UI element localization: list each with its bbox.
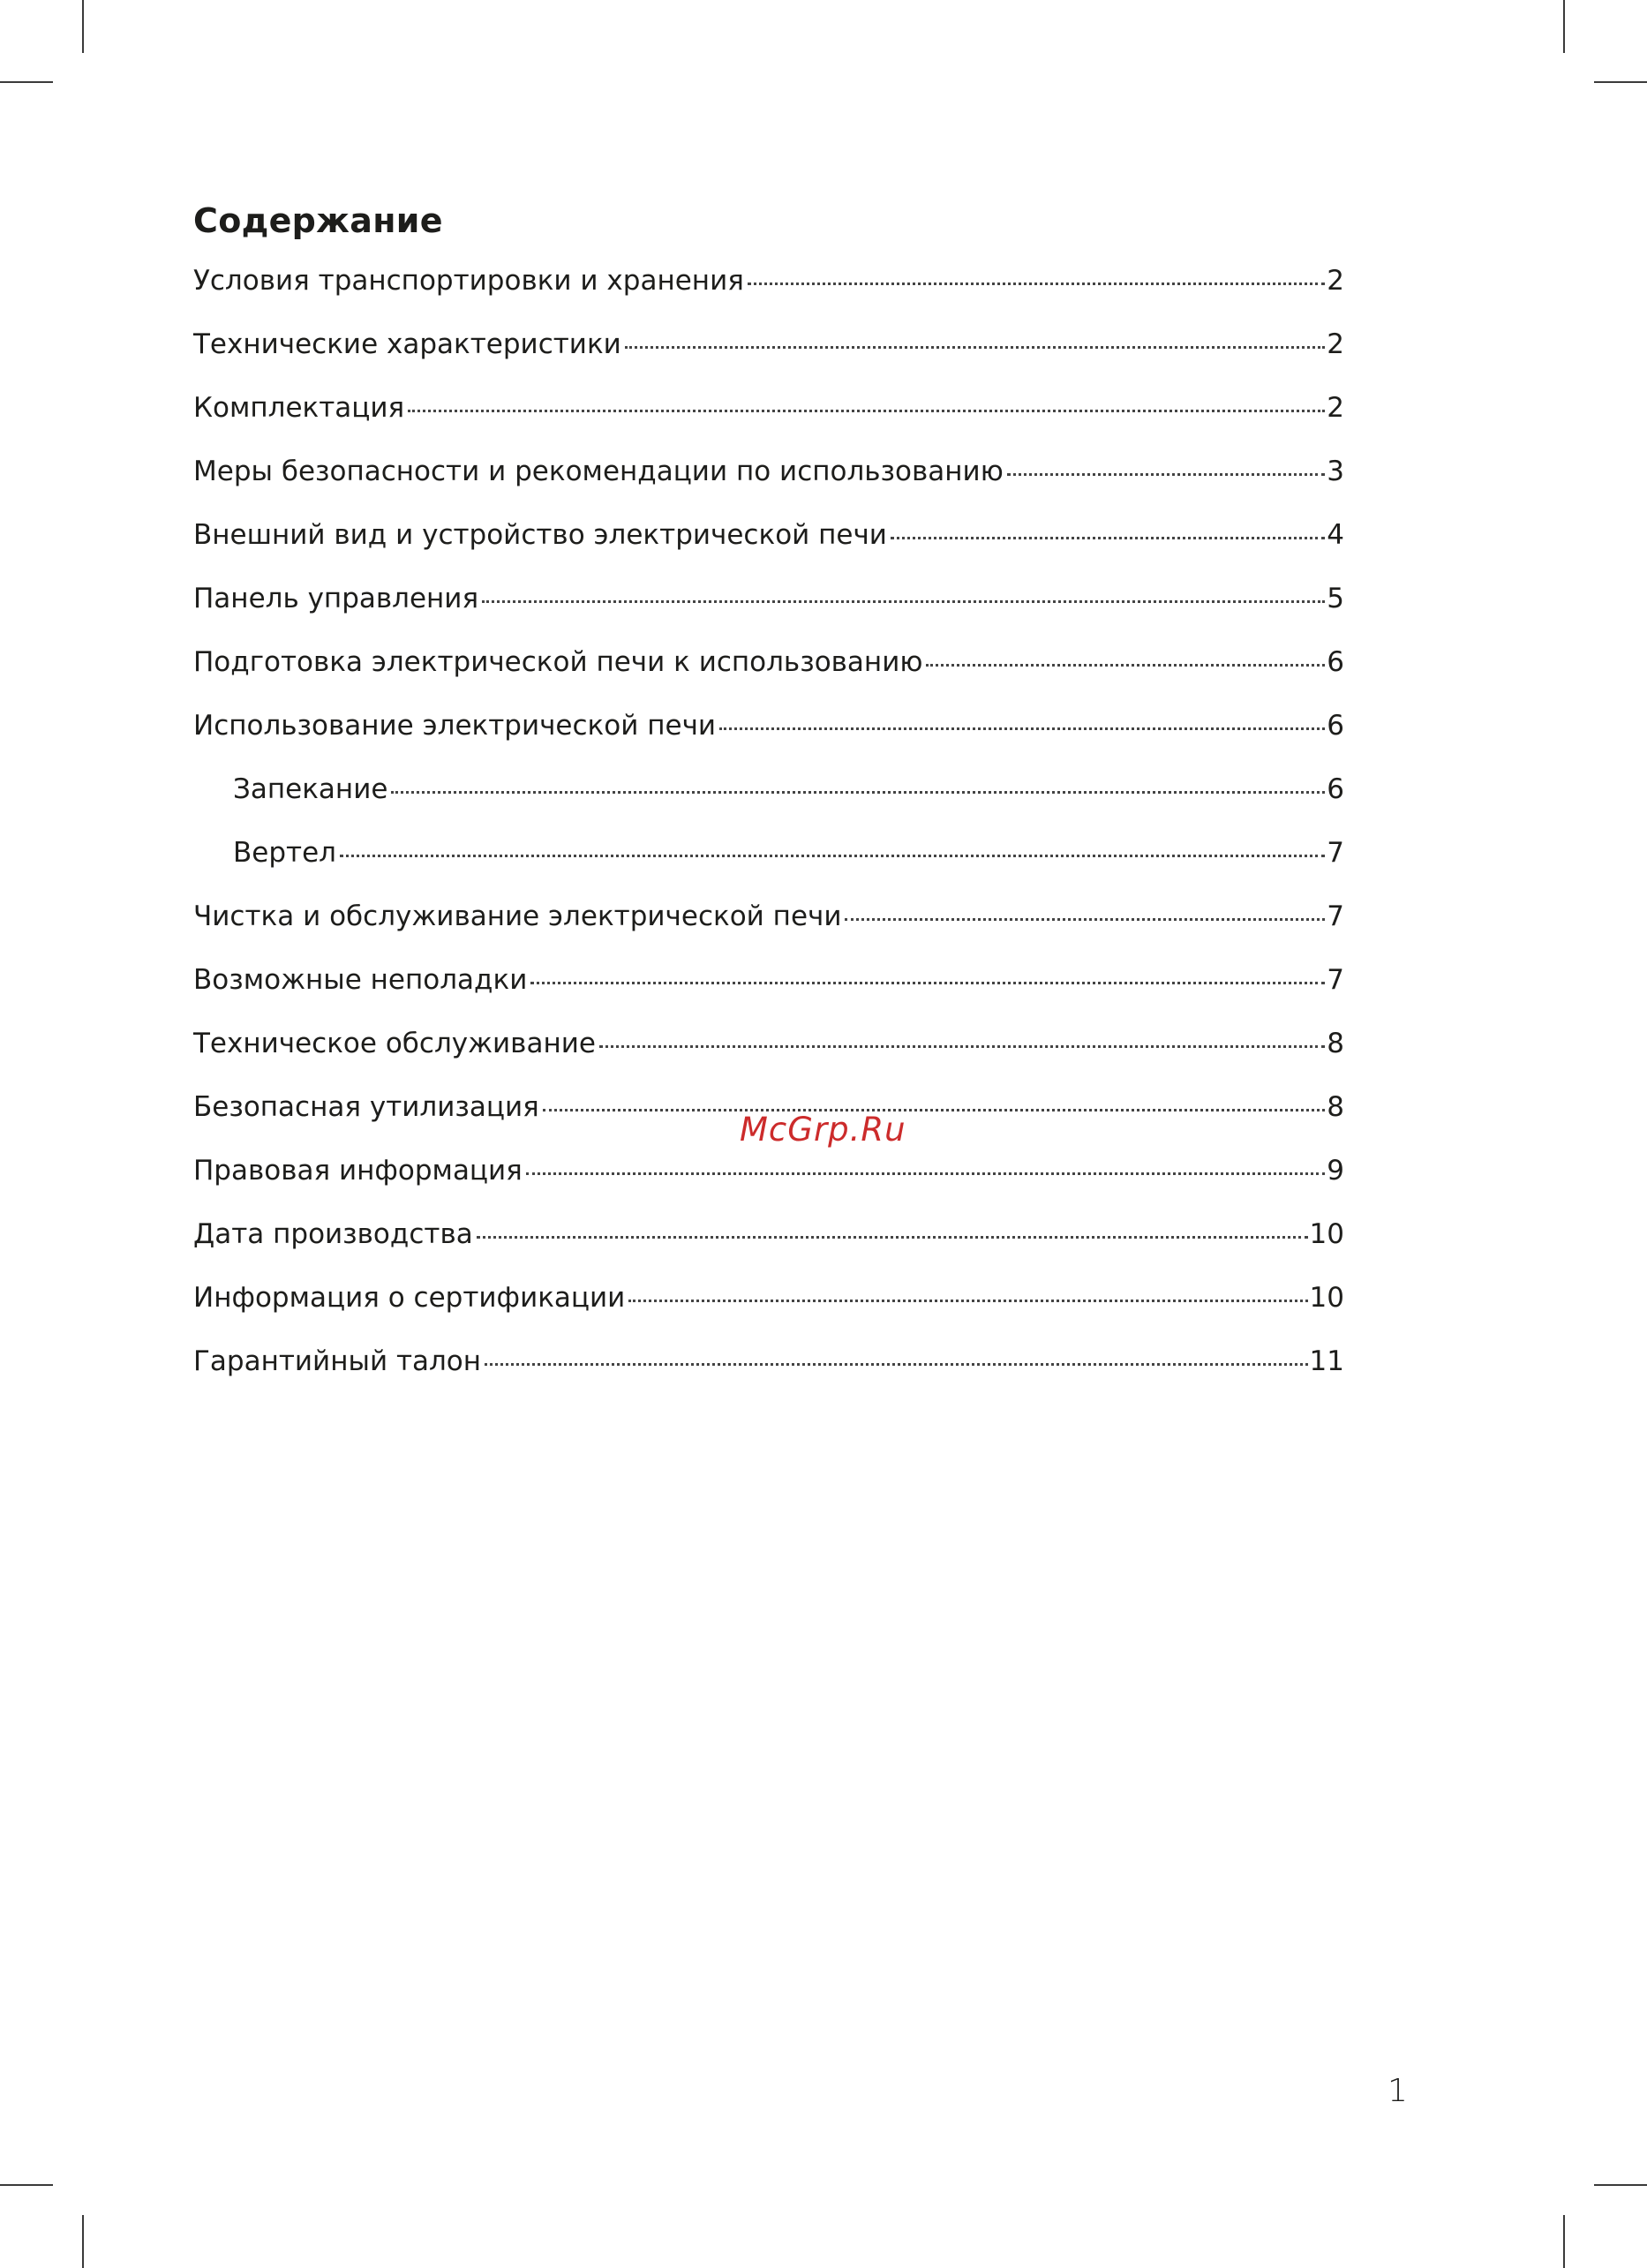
toc-entry-page: 3 <box>1327 456 1344 487</box>
toc-dot-leader <box>408 410 1325 412</box>
toc-dot-leader <box>599 1045 1325 1048</box>
toc-entry-label: Техническое обслуживание <box>193 1028 596 1059</box>
toc-entry-label: Чистка и обслуживание электрической печи <box>193 900 842 932</box>
toc-entry[interactable] <box>193 964 1344 1028</box>
toc-entry-page: 7 <box>1327 964 1344 996</box>
toc-entry-page: 2 <box>1327 392 1344 424</box>
toc-entry-label: Панель управления <box>193 583 479 614</box>
toc-entry[interactable] <box>193 456 1344 519</box>
toc-entry-label: Условия транспортировки и хранения <box>193 265 744 297</box>
crop-mark-bottom-right-vertical <box>1563 2215 1565 2268</box>
toc-entry-label: Дата производства <box>193 1218 473 1250</box>
toc-dot-leader <box>485 1363 1308 1366</box>
toc-dot-leader <box>530 982 1325 984</box>
toc-entry[interactable] <box>193 646 1344 710</box>
toc-entry-page: 11 <box>1309 1345 1344 1377</box>
toc-dot-leader <box>1007 473 1325 476</box>
crop-mark-bottom-left-horizontal <box>0 2184 53 2186</box>
toc-entry-label: Правовая информация <box>193 1155 523 1187</box>
crop-mark-top-right-horizontal <box>1594 81 1647 83</box>
toc-entry-label: Запекание <box>233 773 388 805</box>
toc-entry[interactable] <box>193 710 1344 773</box>
toc-entry-label: Возможные неполадки <box>193 964 528 996</box>
toc-entry[interactable] <box>193 837 1344 900</box>
toc-entry-page: 5 <box>1327 583 1344 614</box>
toc-entry-page: 7 <box>1327 900 1344 932</box>
toc-entry-page: 6 <box>1327 773 1344 805</box>
toc-dot-leader <box>526 1172 1325 1175</box>
crop-mark-bottom-right-horizontal <box>1594 2184 1647 2186</box>
toc-entry-page: 8 <box>1327 1091 1344 1123</box>
toc-dot-leader <box>625 346 1325 349</box>
toc-dot-leader <box>477 1236 1308 1239</box>
crop-mark-top-right-vertical <box>1563 0 1565 53</box>
toc-entry[interactable] <box>193 1028 1344 1091</box>
toc-dot-leader <box>748 283 1325 285</box>
crop-mark-bottom-left-vertical <box>82 2215 84 2268</box>
toc-entry-page: 6 <box>1327 710 1344 742</box>
toc-entry[interactable] <box>193 773 1344 837</box>
toc-dot-leader <box>543 1109 1326 1111</box>
toc-dot-leader <box>845 918 1325 921</box>
table-of-contents <box>193 265 1344 1409</box>
toc-dot-leader <box>628 1300 1307 1302</box>
toc-entry-label: Использование электрической печи <box>193 710 717 742</box>
toc-entry[interactable] <box>193 1345 1344 1409</box>
toc-entry-label: Комплектация <box>193 392 405 424</box>
toc-entry[interactable] <box>193 519 1344 583</box>
toc-entry-label: Внешний вид и устройство электрической печи <box>193 519 887 551</box>
toc-entry[interactable] <box>193 265 1344 328</box>
toc-dot-leader <box>340 855 1325 857</box>
toc-dot-leader <box>482 600 1325 603</box>
toc-entry[interactable] <box>193 1218 1344 1282</box>
toc-entry-label: Гарантийный талон <box>193 1345 482 1377</box>
toc-entry-label: Подготовка электрической печи к использованию <box>193 646 923 678</box>
page-number: 1 <box>1388 2073 1408 2109</box>
toc-title: Содержание <box>193 201 443 240</box>
toc-entry[interactable] <box>193 1155 1344 1218</box>
toc-dot-leader <box>891 537 1325 539</box>
toc-entry[interactable] <box>193 583 1344 646</box>
toc-dot-leader <box>926 664 1325 667</box>
toc-entry-page: 8 <box>1327 1028 1344 1059</box>
toc-entry-page: 10 <box>1309 1282 1344 1314</box>
toc-entry[interactable] <box>193 1282 1344 1345</box>
toc-entry-page: 7 <box>1327 837 1344 869</box>
toc-entry-page: 2 <box>1327 265 1344 297</box>
toc-entry[interactable] <box>193 328 1344 392</box>
toc-entry-page: 2 <box>1327 328 1344 360</box>
toc-entry-page: 6 <box>1327 646 1344 678</box>
toc-entry-label: Информация о сертификации <box>193 1282 626 1314</box>
toc-entry-label: Безопасная утилизация <box>193 1091 539 1123</box>
toc-entry-label: Меры безопасности и рекомендации по использованию <box>193 456 1004 487</box>
toc-entry[interactable] <box>193 392 1344 456</box>
toc-dot-leader <box>719 727 1325 730</box>
watermark: McGrp.Ru <box>740 1111 906 1149</box>
toc-entry-page: 10 <box>1309 1218 1344 1250</box>
toc-entry-label: Технические характеристики <box>193 328 621 360</box>
toc-entry-label: Вертел <box>233 837 336 869</box>
toc-entry[interactable] <box>193 900 1344 964</box>
crop-mark-top-left-horizontal <box>0 81 53 83</box>
crop-mark-top-left-vertical <box>82 0 84 53</box>
toc-entry-page: 9 <box>1327 1155 1344 1187</box>
toc-dot-leader <box>391 791 1325 794</box>
toc-entry-page: 4 <box>1327 519 1344 551</box>
